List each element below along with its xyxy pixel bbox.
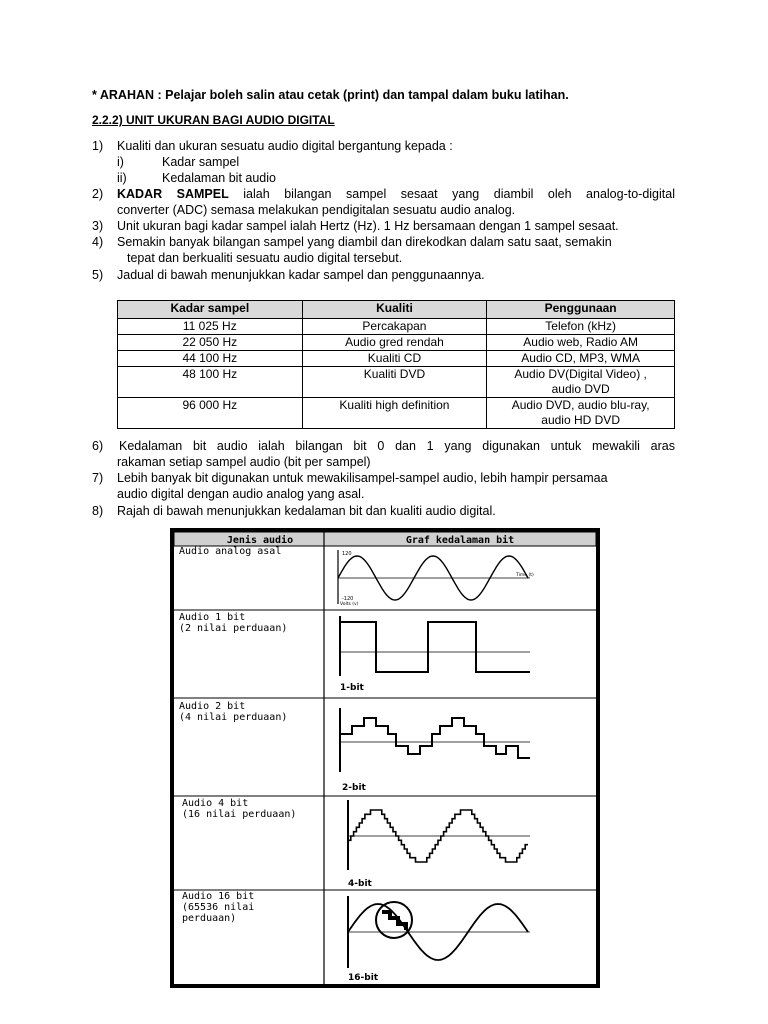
table-row: 48 100 Hz Kualiti DVD Audio DV(Digital Video) , audio DVD bbox=[118, 367, 675, 398]
header-kadar-sampel: Kadar sampel bbox=[118, 301, 303, 319]
svg-text:-120: -120 bbox=[342, 596, 354, 602]
section-title: 2.2.2) UNIT UKURAN BAGI AUDIO DIGITAL bbox=[92, 113, 335, 127]
svg-text:Volts (v): Volts (v) bbox=[340, 602, 359, 607]
table-row: 96 000 Hz Kualiti high definition Audio DVD, audio blu-ray, audio HD DVD bbox=[118, 398, 675, 429]
row-2bit-label: Audio 2 bit bbox=[179, 701, 246, 712]
row-16bit-sub: (65536 nilai bbox=[182, 902, 255, 913]
svg-text:Time (t): Time (t) bbox=[516, 573, 534, 578]
figure-col2-header: Graf kedalaman bit bbox=[405, 535, 515, 546]
row-analog-label: Audio analog asal bbox=[179, 546, 282, 557]
point-6-line2: rakaman setiap sampel audio (bit per sampel) bbox=[117, 455, 371, 469]
row-2bit-sub: (4 nilai perduaan) bbox=[179, 712, 288, 723]
kadar-sampel-term: KADAR SAMPEL bbox=[117, 187, 229, 201]
row-4bit-label: Audio 4 bit bbox=[182, 798, 249, 809]
svg-text:120: 120 bbox=[342, 551, 352, 557]
sample-rate-table bbox=[117, 300, 675, 429]
table-header-row bbox=[118, 301, 675, 319]
row-1bit-sub: (2 nilai perduaan) bbox=[179, 623, 288, 634]
row-16bit-sub2: perduaan) bbox=[182, 913, 237, 924]
table-row: 44 100 Hz Kualiti CD Audio CD, MP3, WMA bbox=[118, 351, 675, 367]
row-1bit-label: Audio 1 bit bbox=[179, 612, 246, 623]
bit-depth-diagram bbox=[170, 528, 600, 988]
point-2-line2: converter (ADC) semasa melakukan pendigitalan sesuatu audio analog. bbox=[117, 203, 516, 217]
figure-col1-header: Jenis audio bbox=[226, 535, 294, 546]
table-row: 22 050 Hz Audio gred rendah Audio web, Radio AM bbox=[118, 335, 675, 351]
bit-depth-figure bbox=[170, 528, 600, 988]
instruction-text: * ARAHAN : Pelajar boleh salin atau cetak (print) dan tampal dalam buku latihan. bbox=[92, 88, 569, 102]
point-4-line2: tepat dan berkualiti sesuatu audio digital tersebut. bbox=[127, 251, 403, 265]
row-4bit-sub: (16 nilai perduaan) bbox=[182, 809, 297, 820]
header-penggunaan: Penggunaan bbox=[487, 301, 675, 319]
header-kualiti: Kualiti bbox=[302, 301, 487, 319]
graph-label-16bit: 16-bit bbox=[348, 973, 379, 983]
table-row: 11 025 Hz Percakapan Telefon (kHz) bbox=[118, 319, 675, 335]
graph-label-2bit: 2-bit bbox=[342, 783, 366, 793]
worksheet-page: * ARAHAN : Pelajar boleh salin atau cetak (print) dan tampal dalam buku latihan. 2.2.2) UNIT UKURAN BAGI AUDIO DIGITAL 1) Kualiti dan ukuran sesuatu audio digital bergantung kepada : i) Kadar sampel ii) Kedalaman bit audio 2) KADAR SAMPEL ialah bilangan sampel sesaat yang diambil oleh analog-to-digital converter (ADC) semasa melakukan pendigitalan sesuatu audio analog. 3) Unit ukuran bagi kadar sampel ialah Hertz (Hz). 1 Hz bersamaan dengan 1 sampel sesaat. 4) Semakin banyak bilangan sampel yang diambil dan direkodkan dalam satu saat, semakin tepat dan berkualiti sesuatu audio digital tersebut. 5) Jadual di bawah menunjukkan kadar sampel dan penggunaannya. Kadar sampel Kualiti Penggunaan 11 025 Hz Percakapan Telefon (kHz) 22 050 Hz Audio gred rendah Audio web, Radio AM 44 100 Hz Kualiti CD Audio CD, MP3, WMA 48 100 Hz Kualiti DVD Audio DV(Digital Video) , audio DVD 96 000 Hz Kualiti high definition Audio DVD, audio blu-ray, audio HD DVD 6) Kedalaman bit audio ialah bilangan bit 0 dan 1 yang digunakan untuk mewakili aras rakaman setiap sampel audio (bit per sampel) 7) Lebih banyak bit digunakan untuk mewakilisampel-sampel audio, lebih hampir persamaa audio digital dengan audio analog yang asal. 8) Rajah di bawah menunjukkan kedalaman bit dan kualiti audio digital. Jenis audio Graf kedalaman bit Audio analog asal Audio 1 bit (2 nilai perduaan) Audio 2 bit (4 nilai perduaan) Audio 4 bit (16 nilai perduaan) Audio 16 bit (65536 nilai perduaan) 120 -120 Volts (v) Time (t) 1-bit 2-bit 4-bit 16-bit bbox=[0, 0, 768, 1024]
point-7-line2: audio digital dengan audio analog yang asal. bbox=[117, 487, 365, 501]
graph-label-4bit: 4-bit bbox=[348, 879, 372, 889]
graph-label-1bit: 1-bit bbox=[340, 683, 364, 693]
row-16bit-label: Audio 16 bit bbox=[182, 891, 255, 902]
